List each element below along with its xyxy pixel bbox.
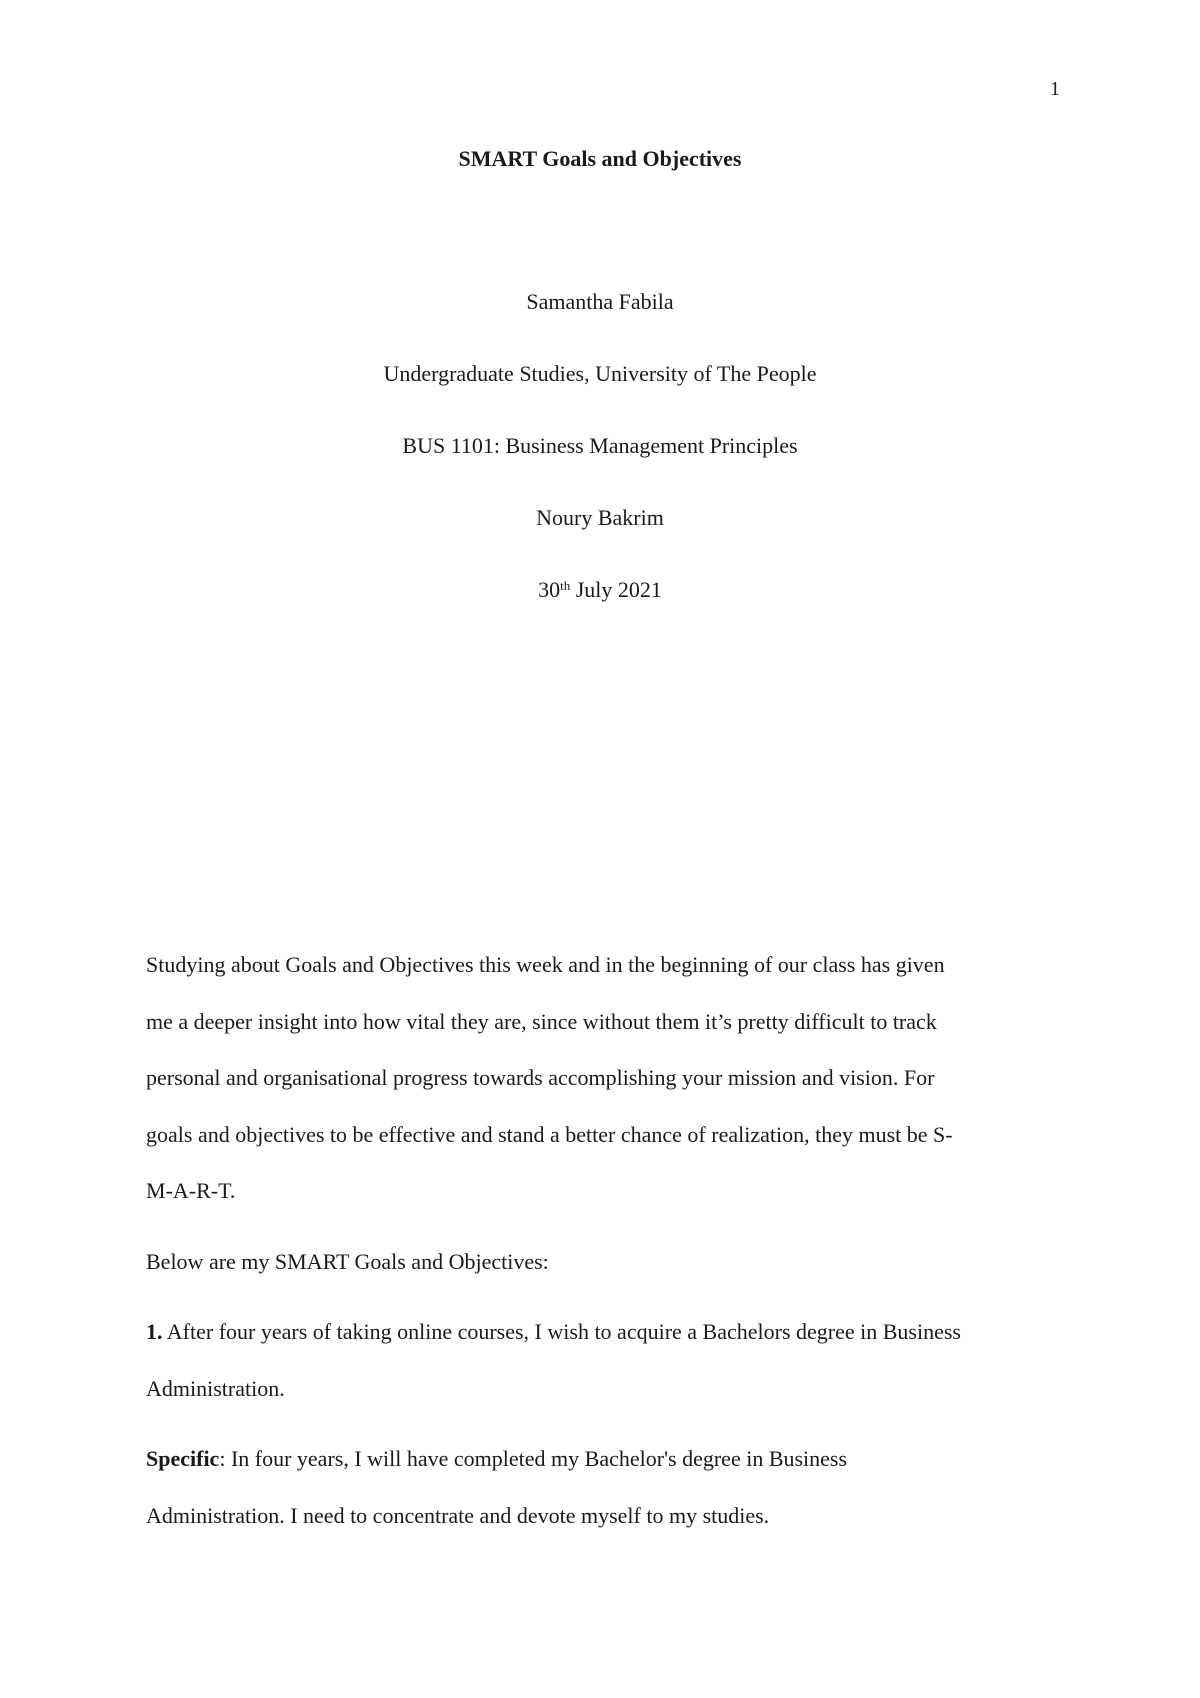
specific-label: Specific — [146, 1446, 220, 1471]
goal-1-text: After four years of taking online courses, I wish to acquire a Bachelors degree in Business — [162, 1319, 961, 1344]
date-day: 30 — [538, 577, 561, 602]
goal-1-line-1 — [146, 1304, 1054, 1361]
intro-line: personal and organisational progress towards accomplishing your mission and vision. For — [146, 1065, 935, 1090]
course-name: BUS 1101: Business Management Principles — [402, 433, 798, 458]
intro-line: me a deeper insight into how vital they are, since without them it’s pretty difficult to track — [146, 1008, 937, 1034]
intro-line: Studying about Goals and Objectives this week and in the beginning of our class has given — [146, 952, 945, 977]
body-text — [146, 937, 1054, 1544]
date-suffix: th — [560, 578, 571, 593]
goal-1-line-2: Administration. — [146, 1375, 285, 1401]
specific-text: : In four years, I will have completed my Bachelor's degree in Business — [219, 1446, 848, 1471]
intro-line: goals and objectives to be effective and stand a better chance of realization, they must be S- — [146, 1121, 953, 1147]
document-title: SMART Goals and Objectives — [458, 146, 742, 171]
author-name: Samantha Fabila — [526, 289, 674, 314]
institution-name: Undergraduate Studies, University of The People — [383, 361, 817, 386]
date-month-year: July 2021 — [570, 577, 662, 602]
specific-line-1 — [146, 1431, 1054, 1488]
title-page-info — [0, 288, 1200, 648]
page-number: 1 — [1050, 78, 1060, 100]
submission-date — [0, 576, 1200, 648]
intro-line: M-A-R-T. — [146, 1178, 236, 1203]
goal-1-number: 1. — [146, 1319, 163, 1344]
specific-line-2: Administration. I need to concentrate and devote myself to my studies. — [146, 1502, 770, 1528]
instructor-name: Noury Bakrim — [536, 505, 664, 530]
list-intro: Below are my SMART Goals and Objectives: — [146, 1248, 549, 1274]
